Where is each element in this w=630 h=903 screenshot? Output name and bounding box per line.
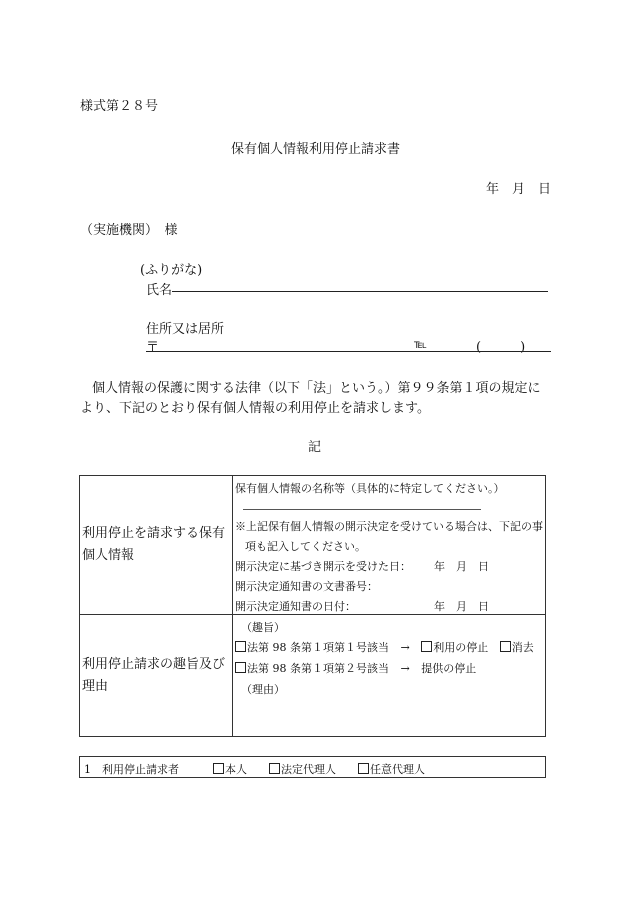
option-1-row xyxy=(235,639,534,655)
name-label: 氏名 xyxy=(146,283,173,298)
erase-label: 消去 xyxy=(511,641,534,654)
stop-use-label: 利用の停止 xyxy=(433,641,489,654)
personal-info-label-cell xyxy=(80,476,233,615)
addressee: （実施機関） 様 xyxy=(80,223,178,238)
notice-date-label: 開示決定通知書の日付： xyxy=(235,600,356,613)
self-checkbox[interactable] xyxy=(213,763,224,774)
disclosure-date-ymd: 年 月 日 xyxy=(434,560,489,573)
address-underline[interactable] xyxy=(146,351,551,352)
option-2-row xyxy=(235,660,476,676)
date-line: 年 月 日 xyxy=(486,182,552,197)
option-2-arrow: → xyxy=(400,662,410,675)
option-1-arrow: → xyxy=(400,641,410,654)
option-1-checkbox[interactable] xyxy=(235,641,246,652)
reason-cell[interactable] xyxy=(233,615,546,737)
ki-heading: 記 xyxy=(308,440,322,455)
requester-legal[interactable] xyxy=(269,761,336,777)
option-2-checkbox[interactable] xyxy=(235,662,246,673)
option-2-text: 法第 98 条第１項第２号該当 xyxy=(247,662,389,675)
personal-info-label-1: 利用停止を請求する保有 xyxy=(82,526,226,541)
notice-date-ymd: 年 月 日 xyxy=(434,600,489,613)
request-table xyxy=(79,475,546,737)
stop-provision-label: 提供の停止 xyxy=(421,662,477,675)
self-label: 本人 xyxy=(225,763,247,776)
disclosure-date-label: 開示決定に基づき開示を受けた日： xyxy=(235,560,411,573)
legal-rep-checkbox[interactable] xyxy=(269,763,280,774)
tel-parens: ( ) xyxy=(476,340,526,355)
personal-info-label-2: 個人情報 xyxy=(82,548,135,563)
note-line-2: 項も記入してください。 xyxy=(245,540,366,553)
furigana-label: (ふりがな) xyxy=(140,263,203,278)
appointed-rep-label: 任意代理人 xyxy=(370,763,425,776)
tel-mark: ℡ xyxy=(414,337,427,351)
intro-line-1: 個人情報の保護に関する法律（以下「法」という。）第９９条第１項の規定に xyxy=(92,381,541,396)
note-line-1: ※上記保有個人情報の開示決定を受けている場合は、下記の事 xyxy=(235,520,543,533)
purpose-heading: （趣旨） xyxy=(241,621,285,634)
name-etc-label: 保有個人情報の名称等（具体的に特定してください。） xyxy=(235,482,505,495)
reason-label-cell xyxy=(80,615,233,737)
requester-self[interactable] xyxy=(213,761,247,777)
reason-heading: （理由） xyxy=(241,683,285,696)
page-title: 保有個人情報利用停止請求書 xyxy=(231,142,401,157)
personal-info-cell[interactable] xyxy=(233,476,546,615)
name-etc-blank[interactable] xyxy=(243,509,481,510)
address-label: 住所又は居所 xyxy=(146,322,225,337)
notice-number-label: 開示決定通知書の文書番号： xyxy=(235,580,378,593)
legal-rep-label: 法定代理人 xyxy=(281,763,336,776)
requester-box xyxy=(79,756,546,778)
reason-label-2: 理由 xyxy=(82,678,109,694)
requester-label: 1 利用停止請求者 xyxy=(84,763,179,776)
requester-appointed[interactable] xyxy=(358,761,425,777)
form-number: 様式第２８号 xyxy=(80,99,159,114)
appointed-rep-checkbox[interactable] xyxy=(358,763,369,774)
name-underline[interactable] xyxy=(172,291,548,292)
intro-line-2: より、下記のとおり保有個人情報の利用停止を請求します。 xyxy=(80,401,430,416)
postal-mark: 〒 xyxy=(146,340,160,355)
option-1-text: 法第 98 条第１項第１号該当 xyxy=(247,641,389,654)
erase-checkbox[interactable] xyxy=(500,641,511,652)
stop-use-checkbox[interactable] xyxy=(421,641,432,652)
reason-label-1: 利用停止請求の趣旨及び xyxy=(82,656,226,672)
